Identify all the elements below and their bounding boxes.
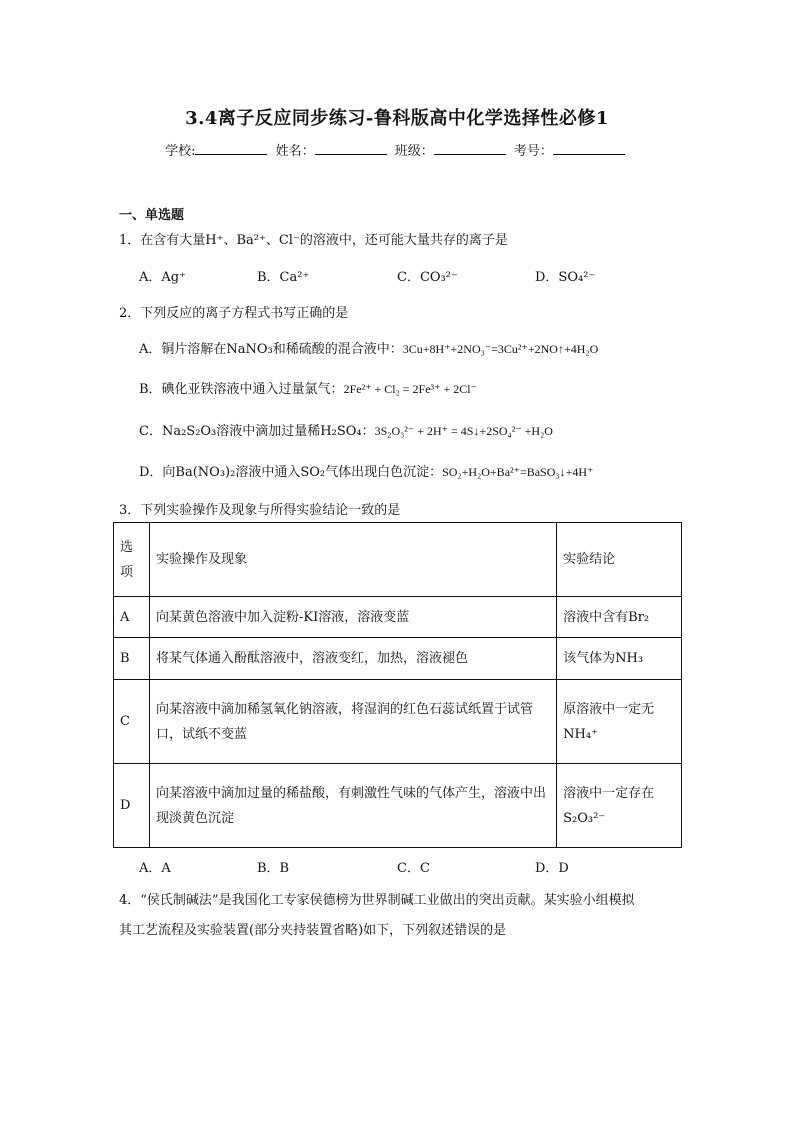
q1-stem: 1．在含有大量H⁺、Ba²⁺、Cl⁻的溶液中，还可能大量共存的离子是: [119, 233, 508, 248]
row-d-operation: 向某溶液中滴加过量的稀盐酸，有刺激性气味的气体产生，溶液中出现淡黄色沉淀: [149, 764, 556, 848]
row-a-conclusion: 溶液中含有Br₂: [557, 597, 682, 638]
table-header-row: [114, 523, 682, 597]
q3-option-b[interactable]: B．B: [257, 861, 290, 876]
table-row: [114, 597, 682, 638]
q2-option-d[interactable]: [139, 461, 593, 480]
row-c-label: C: [114, 680, 150, 764]
row-a-label: A: [114, 597, 150, 638]
table-row: [114, 680, 682, 764]
row-b-operation: 将某气体通入酚酞溶液中，溶液变红，加热，溶液褪色: [149, 638, 556, 680]
student-info-line: [0, 140, 794, 159]
q2-a-text: A．铜片溶解在NaNO₃和稀硫酸的混合液中：: [139, 342, 403, 357]
header-conclusion: 实验结论: [557, 523, 682, 597]
q2-d-equation: SO₂+H₂O+Ba²⁺=BaSO₃↓+4H⁺: [442, 465, 594, 479]
name-blank[interactable]: [315, 141, 387, 155]
q2-b-text: B．碘化亚铁溶液中通入过量氯气：: [139, 382, 344, 397]
q2-d-text: D．向Ba(NO₃)₂溶液中通入SO₂气体出现白色沉淀：: [139, 465, 443, 480]
q2-option-c[interactable]: [139, 420, 553, 439]
q1-option-c[interactable]: C．CO₃²⁻: [397, 270, 458, 285]
q2-option-b[interactable]: [139, 378, 477, 397]
page-title: 3.4离子反应同步练习-鲁科版高中化学选择性必修1: [185, 108, 609, 129]
q3-option-a[interactable]: A．A: [139, 861, 171, 876]
class-label: 班级：: [394, 144, 434, 159]
row-a-operation: 向某黄色溶液中加入淀粉-KI溶液，溶液变蓝: [149, 597, 556, 638]
q3-stem: 3．下列实验操作及现象与所得实验结论一致的是: [119, 503, 401, 518]
q2-stem: 2．下列反应的离子方程式书写正确的是: [119, 306, 349, 321]
row-b-conclusion: 该气体为NH₃: [557, 638, 682, 680]
q1-option-a[interactable]: A．Ag⁺: [139, 270, 186, 285]
q1-option-d[interactable]: D．SO₄²⁻: [535, 270, 596, 285]
name-label: 姓名：: [275, 144, 315, 159]
school-blank[interactable]: [195, 141, 267, 155]
table-row: [114, 764, 682, 848]
experiment-table: [113, 522, 682, 848]
header-operation: 实验操作及现象: [149, 523, 556, 597]
q3-option-c[interactable]: C．C: [397, 861, 430, 876]
row-d-conclusion: 溶液中一定存在S₂O₃²⁻: [557, 764, 682, 848]
class-blank[interactable]: [434, 141, 506, 155]
q2-c-equation: 3S₂O₃²⁻ + 2H⁺ = 4S↓+2SO₄²⁻ +H₂O: [374, 424, 553, 438]
section-heading: 一、单选题: [119, 208, 185, 223]
row-c-conclusion: 原溶液中一定无NH₄⁺: [557, 680, 682, 764]
q2-option-a[interactable]: [139, 338, 598, 357]
row-d-label: D: [114, 764, 150, 848]
q1-option-b[interactable]: B．Ca²⁺: [257, 270, 310, 285]
q4-stem-line1: 4．“侯氏制碱法”是我国化工专家侯德榜为世界制碱工业做出的突出贡献。某实验小组模拟: [119, 893, 635, 908]
exam-no-label: 考号：: [513, 144, 553, 159]
q3-option-d[interactable]: D．D: [535, 861, 569, 876]
q2-c-text: C．Na₂S₂O₃溶液中滴加过量稀H₂SO₄：: [139, 424, 375, 439]
q2-a-equation: 3Cu+8H⁺+2NO₃⁻=3Cu²⁺+2NO↑+4H₂O: [402, 342, 599, 356]
row-b-label: B: [114, 638, 150, 680]
row-c-operation: 向某溶液中滴加稀氢氧化钠溶液，将湿润的红色石蕊试纸置于试管口，试纸不变蓝: [149, 680, 556, 764]
q4-stem-line2: 其工艺流程及实验装置(部分夹持装置省略)如下，下列叙述错误的是: [119, 923, 507, 938]
exam-no-blank[interactable]: [553, 141, 625, 155]
school-label: 学校:: [165, 144, 196, 159]
header-option: 选项: [114, 523, 150, 597]
table-row: [114, 638, 682, 680]
q2-b-equation: 2Fe²⁺ + Cl₂ = 2Fe³⁺ + 2Cl⁻: [343, 382, 477, 396]
